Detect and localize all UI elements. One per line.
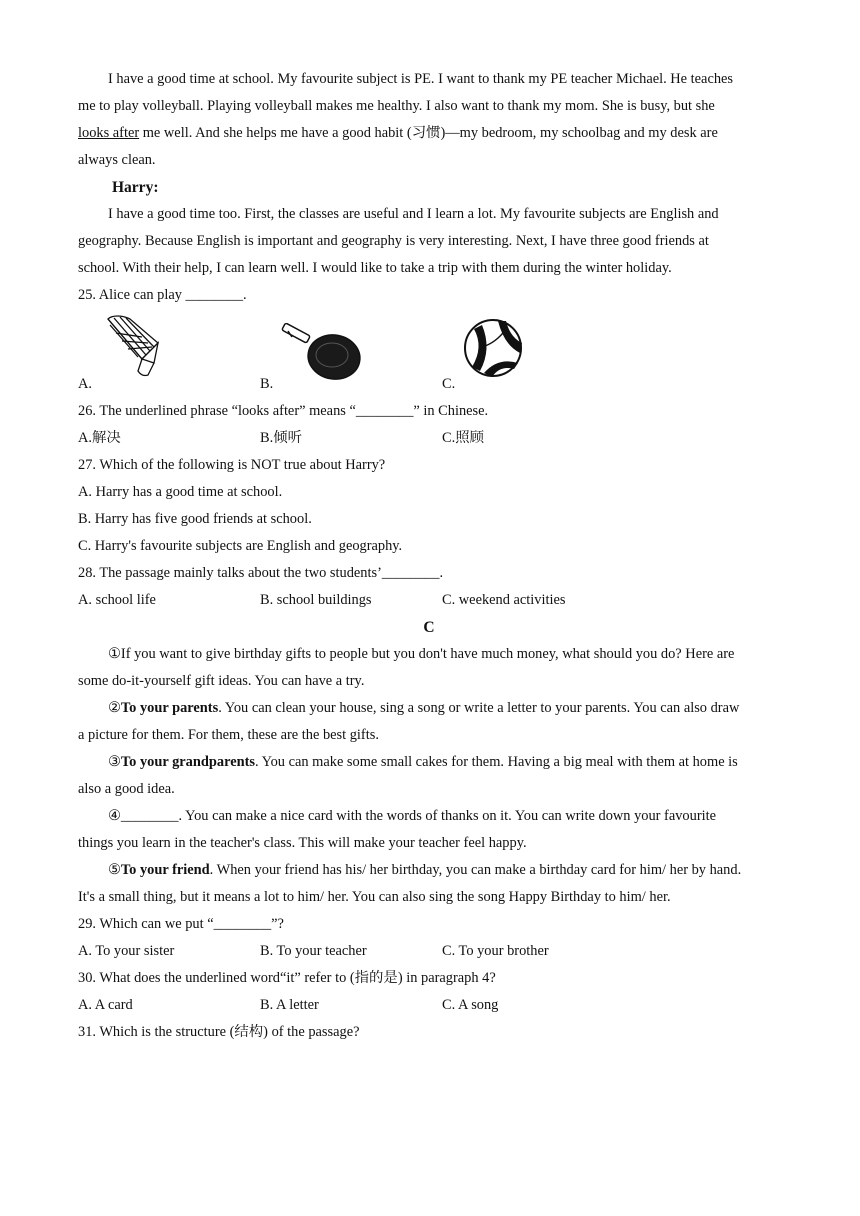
question-25-stem: 25. Alice can play ________. [78, 287, 247, 303]
option-a: A. To your sister [78, 943, 175, 959]
text-fragment: me well. And she helps me have a good habit (习惯)—my bedroom, my schoolbag and my desk are [139, 125, 718, 141]
paragraph-3 [78, 749, 780, 803]
paragraph-5 [78, 857, 780, 911]
text-line: It's a small thing, but it means a lot to him/ her. You can also sing the song Happy Birthday to him/ her. [78, 889, 671, 905]
question-26-stem: 26. The underlined phrase “looks after” means “________” in Chinese. [78, 403, 489, 419]
option-b-label: B. [260, 376, 274, 392]
option-c: C. weekend activities [442, 592, 566, 608]
paragraph-2 [78, 695, 780, 749]
option-c: C. A song [442, 997, 499, 1013]
option-b: B. To your teacher [260, 943, 367, 959]
question-25-options [78, 309, 780, 398]
option-c-label: C. [442, 376, 456, 392]
option-c: C. To your brother [442, 943, 549, 959]
text-line: things you learn in the teacher's class. This will make your teacher feel happy. [78, 835, 527, 851]
option-a: A. school life [78, 592, 156, 608]
question-26-options [78, 425, 780, 452]
text-line [78, 749, 780, 776]
option-b: B. school buildings [260, 592, 372, 608]
option-a: A. A card [78, 997, 133, 1013]
paragraph-1 [78, 641, 780, 695]
section-c-title: C [423, 619, 435, 636]
option-c: C.照顾 [442, 430, 484, 446]
text-fragment: . You can clean your house, sing a song or write a letter to your parents. You can also draw [218, 700, 740, 716]
exam-page [78, 66, 780, 1046]
option-b: B. Harry has five good friends at school. [78, 511, 312, 527]
text-line: a picture for them. For them, these are the best gifts. [78, 727, 379, 743]
volleyball-icon [462, 317, 524, 379]
alice-paragraph [78, 66, 780, 174]
question-28-stem: 28. The passage mainly talks about the two students’________. [78, 565, 444, 581]
option-a: A. Harry has a good time at school. [78, 484, 283, 500]
badminton-shuttlecock-icon [102, 313, 162, 383]
text-line: ④________. You can make a nice card with the words of thanks on it. You can write down your favourite [108, 808, 717, 824]
text-line [78, 120, 780, 147]
paragraph-4 [78, 803, 780, 857]
text-line: school. With their help, I can learn well. I would like to take a trip with them during the winter holiday. [78, 260, 672, 276]
question-29-stem: 29. Which can we put “________”? [78, 916, 284, 932]
question-27-stem: 27. Which of the following is NOT true about Harry? [78, 457, 386, 473]
text-fragment: . You can make some small cakes for them. Having a big meal with them at home is [255, 754, 738, 770]
option-c: C. Harry's favourite subjects are English and geography. [78, 538, 403, 554]
text-line: geography. Because English is important and geography is very interesting. Next, I have three good friends at [78, 233, 709, 249]
paragraph-number: ⑤ [108, 862, 121, 878]
paragraph-number: ③ [108, 754, 121, 770]
text-line: always clean. [78, 152, 156, 168]
option-a-label: A. [78, 376, 92, 392]
text-line: I have a good time at school. My favourite subject is PE. I want to thank my PE teacher Michael. He teaches [108, 71, 734, 87]
text-line [78, 857, 780, 884]
harry-paragraph [78, 201, 780, 282]
question-29-options [78, 938, 780, 965]
text-line [78, 695, 780, 722]
option-b: B.倾听 [260, 430, 302, 446]
question-31-stem: 31. Which is the structure (结构) of the passage? [78, 1024, 360, 1040]
text-line: also a good idea. [78, 781, 175, 797]
text-line: ①If you want to give birthday gifts to people but you don't have much money, what should you do? Here are [108, 646, 735, 662]
bold-heading: To your friend [120, 862, 210, 878]
question-30-stem: 30. What does the underlined word“it” refer to (指的是) in paragraph 4? [78, 970, 496, 986]
bold-heading: To your grandparents [120, 754, 255, 770]
question-30-options [78, 992, 780, 1019]
text-line: me to play volleyball. Playing volleyball makes me healthy. I also want to thank my mom. She is busy, but she [78, 98, 715, 114]
harry-heading: Harry: [112, 179, 159, 196]
text-fragment: . When your friend has his/ her birthday, you can make a birthday card for him/ her by hand. [209, 862, 742, 878]
option-b: B. A letter [260, 997, 319, 1013]
bold-heading: To your parents [120, 700, 219, 716]
underlined-phrase: looks after [78, 125, 140, 141]
question-28-options [78, 587, 780, 614]
ping-pong-paddle-icon [278, 323, 364, 385]
paragraph-number: ② [108, 700, 121, 716]
option-a: A.解决 [78, 430, 121, 446]
text-line: I have a good time too. First, the classes are useful and I learn a lot. My favourite subjects are English and [108, 206, 719, 222]
text-line: some do-it-yourself gift ideas. You can have a try. [78, 673, 365, 689]
